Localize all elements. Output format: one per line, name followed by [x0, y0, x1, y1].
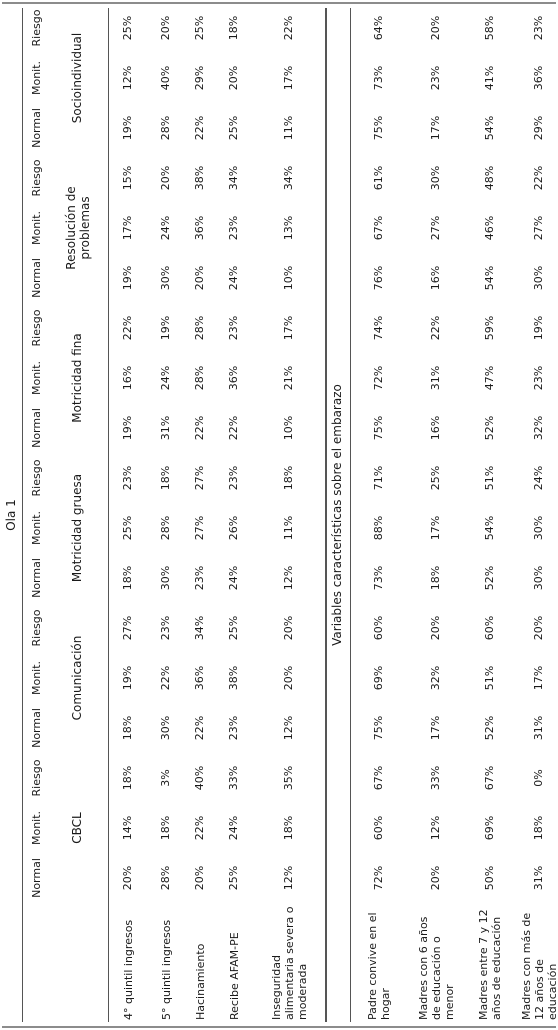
table-cell: 22% [193, 715, 206, 741]
table-cell: 22% [429, 315, 442, 341]
table-cell: 20% [282, 615, 295, 641]
table-cell: 17% [282, 65, 295, 91]
table-cell: 71% [372, 465, 385, 491]
table-cell: 16% [121, 365, 134, 391]
table-cell: 20% [159, 15, 172, 41]
group-header: Comunicación [70, 635, 84, 721]
table-cell: 50% [483, 865, 496, 891]
table-cell: 25% [227, 115, 240, 141]
table-cell: 20% [282, 665, 295, 691]
table-cell: 67% [372, 215, 385, 241]
subheader-cell: Normal [30, 108, 43, 148]
table-cell: 20% [532, 615, 545, 641]
table-cell: 18% [429, 565, 442, 591]
row-label: Recibe AFAM-PE [227, 932, 241, 1020]
table-cell: 28% [193, 315, 206, 341]
table-cell: 34% [227, 165, 240, 191]
table-cell: 27% [532, 215, 545, 241]
table-cell: 3% [159, 769, 172, 787]
table-cell: 23% [193, 565, 206, 591]
table-cell: 17% [282, 315, 295, 341]
table-cell: 28% [159, 515, 172, 541]
table-cell: 22% [193, 815, 206, 841]
subheader-cell: Monit. [30, 510, 43, 546]
table-cell: 30% [532, 565, 545, 591]
table-cell: 46% [483, 215, 496, 241]
table-cell: 12% [282, 565, 295, 591]
section-title: Variables características sobre el embarazo [330, 384, 344, 646]
table-cell: 22% [227, 415, 240, 441]
table-cell: 23% [532, 365, 545, 391]
table-cell: 20% [429, 615, 442, 641]
table-cell: 23% [121, 465, 134, 491]
table-cell: 22% [532, 165, 545, 191]
table-cell: 51% [483, 465, 496, 491]
table-cell: 51% [483, 665, 496, 691]
table-cell: 22% [121, 315, 134, 341]
table-cell: 29% [532, 115, 545, 141]
table-cell: 15% [121, 165, 134, 191]
table-cell: 16% [429, 265, 442, 291]
table-cell: 19% [121, 665, 134, 691]
table-cell: 20% [159, 165, 172, 191]
table-cell: 31% [532, 715, 545, 741]
table-cell: 17% [532, 665, 545, 691]
table-cell: 17% [429, 115, 442, 141]
table-cell: 28% [193, 365, 206, 391]
table-cell: 28% [159, 115, 172, 141]
table-cell: 17% [121, 215, 134, 241]
subheader-cell: Normal [30, 258, 43, 298]
table-cell: 21% [282, 365, 295, 391]
table-cell: 52% [483, 565, 496, 591]
table-cell: 23% [227, 465, 240, 491]
table-cell: 34% [282, 165, 295, 191]
rule-under-header [108, 8, 109, 1022]
row-label: Padre convive en el hogar [366, 912, 392, 1020]
subheader-cell: Riesgo [30, 459, 43, 497]
table-cell: 22% [193, 115, 206, 141]
table-cell: 27% [193, 515, 206, 541]
row-label: Hacinamiento [193, 943, 207, 1020]
table-cell: 73% [372, 565, 385, 591]
table-cell: 67% [372, 765, 385, 791]
table-cell: 17% [429, 515, 442, 541]
subheader-cell: Normal [30, 858, 43, 898]
table-cell: 18% [159, 815, 172, 841]
table-cell: 64% [372, 15, 385, 41]
table-cell: 40% [193, 765, 206, 791]
table-cell: 19% [532, 315, 545, 341]
row-label: Inseguridad alimentaria severa o moderada [269, 906, 309, 1020]
table-cell: 10% [282, 415, 295, 441]
table-cell: 18% [121, 765, 134, 791]
table-cell: 23% [159, 615, 172, 641]
table-cell: 18% [227, 15, 240, 41]
table-cell: 67% [483, 765, 496, 791]
subheader-cell: Monit. [30, 810, 43, 846]
table-cell: 74% [372, 315, 385, 341]
table-cell: 12% [429, 815, 442, 841]
table-cell: 30% [159, 265, 172, 291]
table-cell: 22% [282, 15, 295, 41]
subheader-cell: Monit. [30, 210, 43, 246]
table-cell: 17% [429, 715, 442, 741]
table-cell: 58% [483, 15, 496, 41]
table-cell: 52% [483, 715, 496, 741]
table-cell: 11% [282, 115, 295, 141]
table-cell: 25% [429, 465, 442, 491]
table-cell: 19% [159, 315, 172, 341]
table-cell: 31% [532, 865, 545, 891]
table-cell: 31% [429, 365, 442, 391]
wave-title: Ola 1 [4, 499, 18, 531]
table-cell: 61% [372, 165, 385, 191]
table-cell: 54% [483, 265, 496, 291]
table-cell: 47% [483, 365, 496, 391]
table-cell: 13% [282, 215, 295, 241]
table-cell: 23% [227, 715, 240, 741]
table-cell: 20% [193, 265, 206, 291]
table-cell: 36% [193, 665, 206, 691]
table-cell: 12% [282, 865, 295, 891]
table-cell: 30% [429, 165, 442, 191]
table-cell: 27% [429, 215, 442, 241]
subheader-cell: Monit. [30, 660, 43, 696]
table-cell: 24% [159, 365, 172, 391]
group-header: Motricidad gruesa [70, 473, 84, 583]
table-cell: 18% [159, 465, 172, 491]
table-cell: 35% [282, 765, 295, 791]
group-header: CBCL [70, 812, 84, 844]
table-cell: 38% [193, 165, 206, 191]
subheader-cell: Monit. [30, 60, 43, 96]
table-cell: 88% [372, 515, 385, 541]
table-cell: 23% [227, 215, 240, 241]
table-cell: 10% [282, 265, 295, 291]
table-cell: 0% [532, 769, 545, 787]
row-label: Madres con más de 12 años de educación [519, 912, 558, 1020]
table-cell: 34% [193, 615, 206, 641]
table-cell: 31% [159, 415, 172, 441]
table-cell: 69% [372, 665, 385, 691]
table-cell: 54% [483, 115, 496, 141]
table-cell: 12% [121, 65, 134, 91]
table-cell: 20% [193, 865, 206, 891]
table-cell: 27% [193, 465, 206, 491]
table-cell: 20% [227, 65, 240, 91]
table-cell: 73% [372, 65, 385, 91]
table-cell: 29% [193, 65, 206, 91]
subheader-cell: Monit. [30, 360, 43, 396]
table-cell: 72% [372, 865, 385, 891]
table-cell: 19% [121, 415, 134, 441]
table-cell: 24% [532, 465, 545, 491]
table-cell: 25% [121, 515, 134, 541]
table-cell: 54% [483, 515, 496, 541]
table-frame [2, 2, 556, 1028]
subheader-cell: Riesgo [30, 759, 43, 797]
subheader-cell: Normal [30, 708, 43, 748]
table-cell: 52% [483, 415, 496, 441]
table-cell: 75% [372, 115, 385, 141]
rule-under-section [350, 8, 351, 1022]
table-cell: 18% [282, 465, 295, 491]
table-cell: 40% [159, 65, 172, 91]
table-cell: 38% [227, 665, 240, 691]
group-header: Socioindividual [70, 32, 84, 124]
row-label: Madres con 6 años de educación o menor [416, 916, 456, 1020]
table-cell: 25% [193, 15, 206, 41]
rule-under-title [22, 8, 23, 1022]
table-cell: 19% [121, 265, 134, 291]
table-cell: 18% [121, 715, 134, 741]
table-cell: 25% [227, 865, 240, 891]
subheader-cell: Normal [30, 408, 43, 448]
rule-above-section [325, 8, 327, 1022]
row-label: 5° quintil ingresos [159, 919, 173, 1020]
row-label: 4° quintil ingresos [121, 919, 135, 1020]
table-cell: 24% [227, 565, 240, 591]
table-cell: 24% [227, 265, 240, 291]
subheader-cell: Riesgo [30, 159, 43, 197]
subheader-cell: Normal [30, 558, 43, 598]
table-cell: 28% [159, 865, 172, 891]
table-cell: 60% [483, 615, 496, 641]
table-cell: 32% [429, 665, 442, 691]
table-cell: 75% [372, 715, 385, 741]
table-cell: 41% [483, 65, 496, 91]
table-cell: 18% [282, 815, 295, 841]
table-cell: 30% [159, 715, 172, 741]
table-cell: 75% [372, 415, 385, 441]
table-cell: 18% [532, 815, 545, 841]
subheader-cell: Riesgo [30, 309, 43, 347]
table-cell: 20% [429, 15, 442, 41]
table-cell: 27% [121, 615, 134, 641]
table-cell: 36% [193, 215, 206, 241]
table-cell: 69% [483, 815, 496, 841]
table-cell: 25% [227, 615, 240, 641]
table-cell: 16% [429, 415, 442, 441]
table-cell: 60% [372, 615, 385, 641]
table-cell: 60% [372, 815, 385, 841]
subheader-cell: Riesgo [30, 9, 43, 47]
table-cell: 48% [483, 165, 496, 191]
table-cell: 12% [282, 715, 295, 741]
group-header: Motricidad fina [70, 333, 84, 423]
table-cell: 24% [159, 215, 172, 241]
table-cell: 24% [227, 815, 240, 841]
subheader-cell: Riesgo [30, 609, 43, 647]
table-cell: 20% [429, 865, 442, 891]
row-label: Madres entre 7 y 12 años de educación [477, 909, 503, 1020]
table-cell: 36% [227, 365, 240, 391]
table-cell: 76% [372, 265, 385, 291]
table-cell: 33% [429, 765, 442, 791]
table-cell: 25% [121, 15, 134, 41]
table-cell: 59% [483, 315, 496, 341]
table-cell: 19% [121, 115, 134, 141]
table-cell: 14% [121, 815, 134, 841]
table-cell: 23% [532, 15, 545, 41]
table-cell: 33% [227, 765, 240, 791]
table-cell: 23% [429, 65, 442, 91]
table-cell: 26% [227, 515, 240, 541]
table-cell: 18% [121, 565, 134, 591]
table-cell: 30% [159, 565, 172, 591]
table-cell: 23% [227, 315, 240, 341]
table-cell: 72% [372, 365, 385, 391]
table-cell: 36% [532, 65, 545, 91]
table-cell: 20% [121, 865, 134, 891]
group-header: Resolución de problemas [64, 186, 92, 270]
table-cell: 11% [282, 515, 295, 541]
table-cell: 30% [532, 265, 545, 291]
table-cell: 22% [193, 415, 206, 441]
table-cell: 22% [159, 665, 172, 691]
table-cell: 32% [532, 415, 545, 441]
table-cell: 30% [532, 515, 545, 541]
